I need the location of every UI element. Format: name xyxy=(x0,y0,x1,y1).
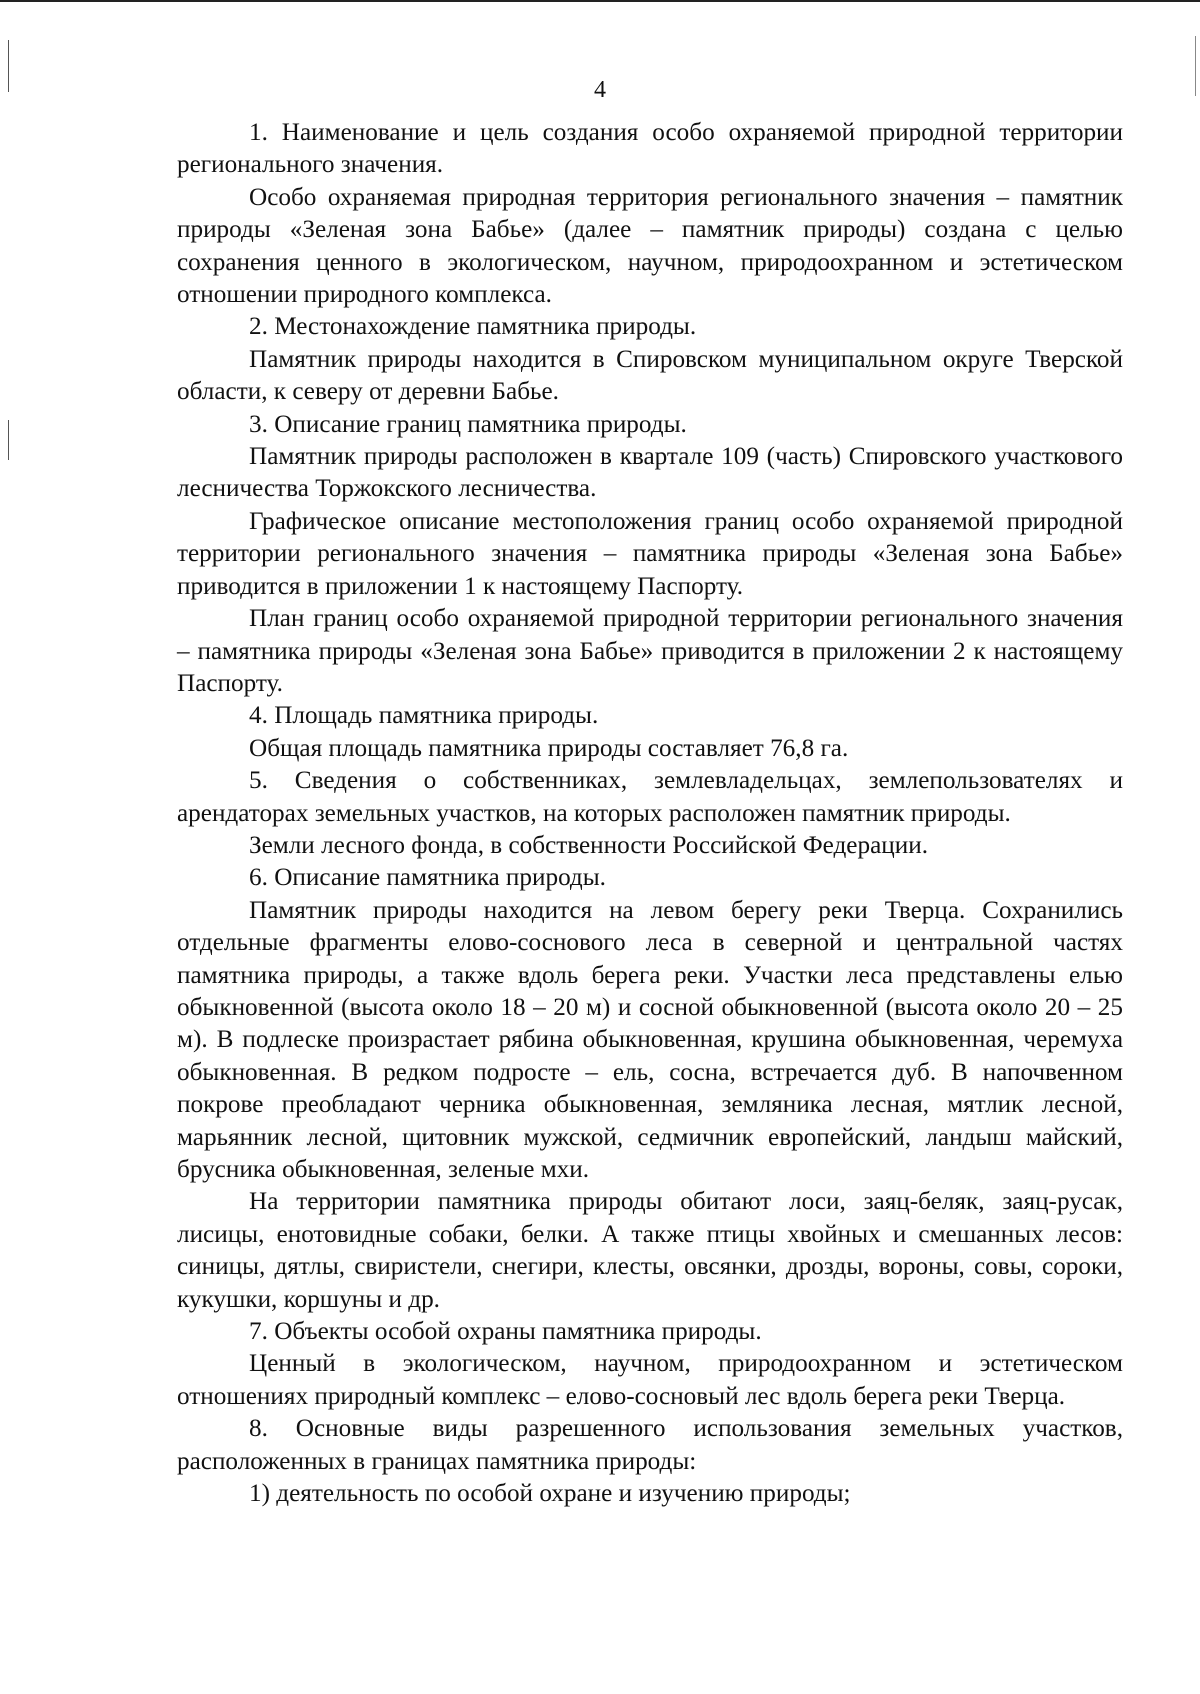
section-heading-8: 8. Основные виды разрешенного использования земельных участков, расположенных в границах памятника природы: xyxy=(177,1415,1123,1475)
top-scan-border xyxy=(0,0,1200,2)
document-body xyxy=(177,117,1123,1510)
paragraph: Земли лесного фонда, в собственности Российской Федерации. xyxy=(249,831,928,859)
section-heading-6: 6. Описание памятника природы. xyxy=(249,864,606,892)
section-heading-4: 4. Площадь памятника природы. xyxy=(249,702,599,730)
section-heading-7: 7. Объекты особой охраны памятника природы. xyxy=(249,1318,762,1346)
left-scan-mark xyxy=(8,420,9,460)
section-heading-2: 2. Местонахождение памятника природы. xyxy=(249,313,697,341)
section-heading-3: 3. Описание границ памятника природы. xyxy=(249,410,687,438)
section-heading-1: 1. Наименование и цель создания особо охраняемой природной территории регионального значения. xyxy=(177,119,1123,179)
paragraph: Памятник природы расположен в квартале 109 (часть) Спировского участкового лесничества Торжокского лесничества. xyxy=(177,443,1123,503)
paragraph: Памятник природы находится на левом берегу реки Тверца. Сохранились отдельные фрагменты елово-соснового леса в северной и центральной частях памятника природы, а также вдоль берега реки. Участки леса представлены елью обыкновенной (высота около 18 – 20 м) и сосной обыкновенной (высота около 20 – 25 м). В подлеске произрастает рябина обыкновенная, крушина обыкновенная, черемуха обыкновенная. В редком подросте – ель, сосна, встречается дуб. В напочвенном покрове преобладают черника обыкновенная, земляника лесная, мятлик лесной, марьянник лесной, щитовник мужской, седмичник европейский, ландыш майский, брусника обыкновенная, зеленые мхи. xyxy=(177,896,1123,1183)
paragraph: На территории памятника природы обитают лоси, заяц-беляк, заяц-русак, лисицы, енотовидные собаки, белки. А также птицы хвойных и смешанных лесов: синицы, дятлы, свиристели, снегири, клесты, овсянки, дрозды, вороны, совы, сороки, кукушки, коршуны и др. xyxy=(177,1188,1123,1313)
paragraph: Общая площадь памятника природы составляет 76,8 га. xyxy=(249,734,849,762)
section-heading-5: 5. Сведения о собственниках, землевладельцах, землепользователях и арендаторах земельных участков, на которых расположен памятник природы. xyxy=(177,767,1123,827)
paragraph: Графическое описание местоположения границ особо охраняемой природной территории регионального значения – памятника природы «Зеленая зона Бабье» приводится в приложении 1 к настоящему Паспорту. xyxy=(177,507,1123,600)
page-number: 4 xyxy=(594,77,606,103)
list-item: 1) деятельность по особой охране и изучению природы; xyxy=(249,1480,851,1508)
paragraph: Памятник природы находится в Спировском муниципальном округе Тверской области, к северу от деревни Бабье. xyxy=(177,345,1123,406)
paragraph: Ценный в экологическом, научном, природоохранном и эстетическом отношениях природный комплекс – елово-сосновый лес вдоль берега реки Тверца. xyxy=(177,1350,1123,1410)
paragraph: План границ особо охраняемой природной территории регионального значения – памятника природы «Зеленая зона Бабье» приводится в приложении 2 к настоящему Паспорту. xyxy=(177,605,1123,697)
paragraph: Особо охраняемая природная территория регионального значения – памятник природы «Зеленая зона Бабье» (далее – памятник природы) создана с целью сохранения ценного в экологическом, научном, природоохранном и эстетическом отношении природного комплекса. xyxy=(177,183,1123,309)
